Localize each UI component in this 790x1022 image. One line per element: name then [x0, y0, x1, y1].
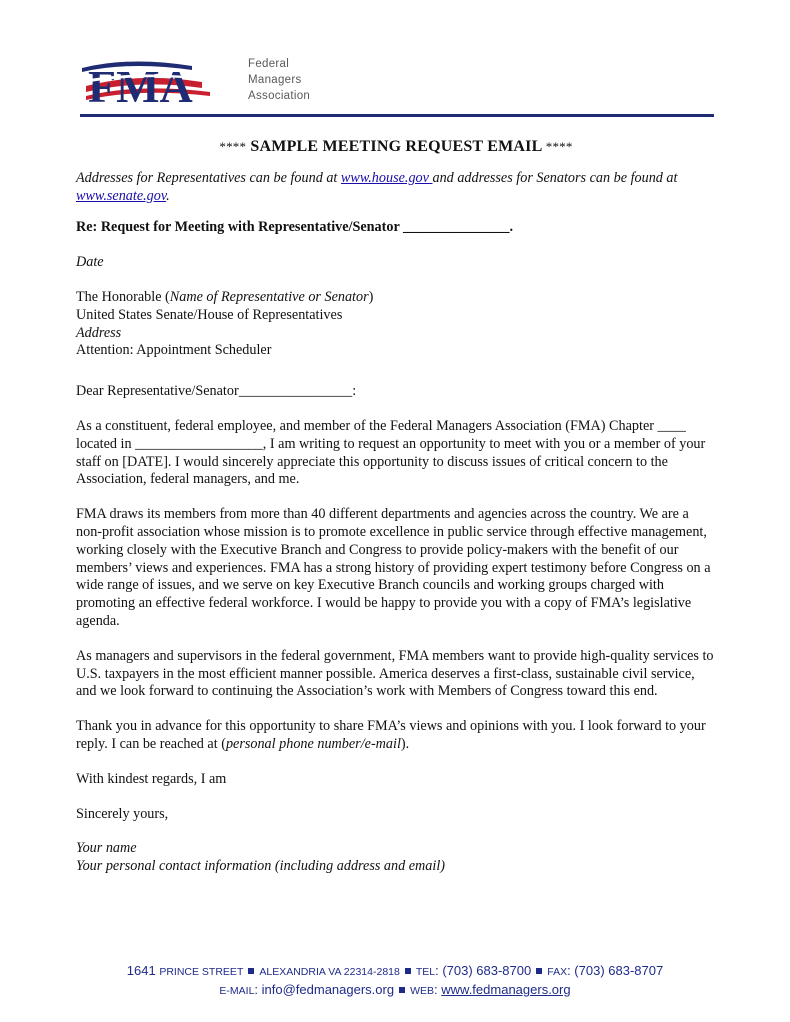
letter-body — [76, 138, 716, 876]
letterhead — [80, 50, 720, 116]
intro-note — [76, 170, 716, 206]
subject-line: Re: Request for Meeting with Representative/Senator _______________. — [76, 219, 513, 236]
house-link[interactable]: www.house.gov — [340, 169, 433, 186]
footer-tel: : (703) 683-8700 — [435, 963, 532, 978]
header-divider — [80, 114, 714, 117]
footer-web-label: WEB — [410, 985, 435, 997]
square-bullet-icon — [405, 968, 411, 974]
footer-fax-label: FAX — [547, 966, 568, 978]
date-placeholder: Date — [76, 254, 104, 271]
title-text: SAMPLE MEETING REQUEST EMAIL — [250, 138, 542, 155]
footer-web-link[interactable]: www.fedmanagers.org — [441, 982, 571, 997]
org-line2: Managers — [248, 74, 302, 86]
thanks-text-1: Thank you in advance for this opportunity to share FMA’s views and opinions with you. I look forward to your reply. I can be reached at ( — [76, 718, 706, 752]
honorable-line — [76, 289, 716, 307]
paragraph-1: As a constituent, federal employee, and member of the Federal Managers Association (FMA) Chapter ____ located in __________________, I am writing to request an opportunity to meet with you or a member of your staff on [DATE]. I would sincerely appreciate this opportunity to discuss issues of critical concern to the Association, federal managers, and me. — [76, 417, 706, 488]
signature-block — [76, 840, 716, 876]
title-stars-left: **** — [219, 139, 247, 154]
honorable-suffix: ) — [368, 288, 374, 305]
closing-sincerely: Sincerely yours, — [76, 805, 169, 822]
footer-street: PRINCE STREET — [159, 966, 244, 978]
signature-name: Your name — [76, 840, 137, 857]
intro-text-3: . — [166, 187, 170, 204]
letterhead-footer — [0, 962, 790, 1000]
recipient-address — [76, 289, 716, 360]
title-stars-right: **** — [545, 139, 573, 154]
senate-link[interactable]: www.senate.gov — [76, 187, 167, 204]
footer-city: ALEXANDRIA VA 22314-2818 — [259, 966, 400, 978]
footer-fax: : (703) 683-8707 — [567, 963, 664, 978]
footer-web-separator: : — [434, 982, 442, 997]
square-bullet-icon — [399, 987, 405, 993]
contact-placeholder: personal phone number/e-mail — [225, 735, 401, 752]
svg-text:FMA: FMA — [88, 61, 193, 110]
document-title — [76, 138, 716, 156]
footer-street-number: 1641 — [126, 963, 160, 978]
org-line1: Federal — [248, 58, 290, 70]
address-line3: Address — [76, 324, 122, 341]
intro-text-2: and addresses for Senators can be found at — [432, 169, 678, 186]
intro-text-1: Addresses for Representatives can be found at — [76, 169, 341, 186]
paragraph-2: FMA draws its members from more than 40 different departments and agencies across the country. We are a non-profit association whose mission is to promote excellence in public service through effective management, working closely with the Executive Branch and Congress to provide policy-makers with the benefit of our members’ views and experiences. FMA has a strong history of providing expert testimony before Congress on a wide range of issues, and we serve on key Executive Branch councils and working groups charged with promoting an effective federal workforce. I would be happy to provide you with a copy of FMA’s legislative agenda. — [76, 506, 711, 629]
org-line3: Association — [248, 90, 311, 102]
thanks-text-2: ). — [400, 735, 410, 752]
honorable-name: Name of Representative or Senator — [169, 288, 369, 305]
org-name — [248, 56, 310, 104]
signature-contact: Your personal contact information (including address and email) — [76, 858, 445, 875]
footer-line2 — [0, 981, 790, 1000]
address-line2: United States Senate/House of Representatives — [76, 306, 343, 323]
square-bullet-icon — [536, 968, 542, 974]
square-bullet-icon — [248, 968, 254, 974]
closing-regards: With kindest regards, I am — [76, 770, 227, 787]
honorable-prefix: The Honorable ( — [76, 288, 170, 305]
paragraph-3: As managers and supervisors in the federal government, FMA members want to provide high-quality services to U.S. taxpayers in the most efficient manner possible. America deserves a first-class, sustainable civil service, and we look forward to continuing the Association’s work with Members of Congress toward this end. — [76, 647, 714, 700]
footer-line1 — [0, 962, 790, 981]
address-line4: Attention: Appointment Scheduler — [76, 342, 272, 359]
salutation: Dear Representative/Senator________________: — [76, 383, 357, 400]
footer-tel-label: TEL — [415, 966, 436, 978]
footer-email-label: E-MAIL — [219, 985, 255, 997]
fma-logo — [80, 52, 250, 110]
thanks-paragraph — [76, 718, 716, 754]
footer-email: : info@fedmanagers.org — [254, 982, 395, 997]
